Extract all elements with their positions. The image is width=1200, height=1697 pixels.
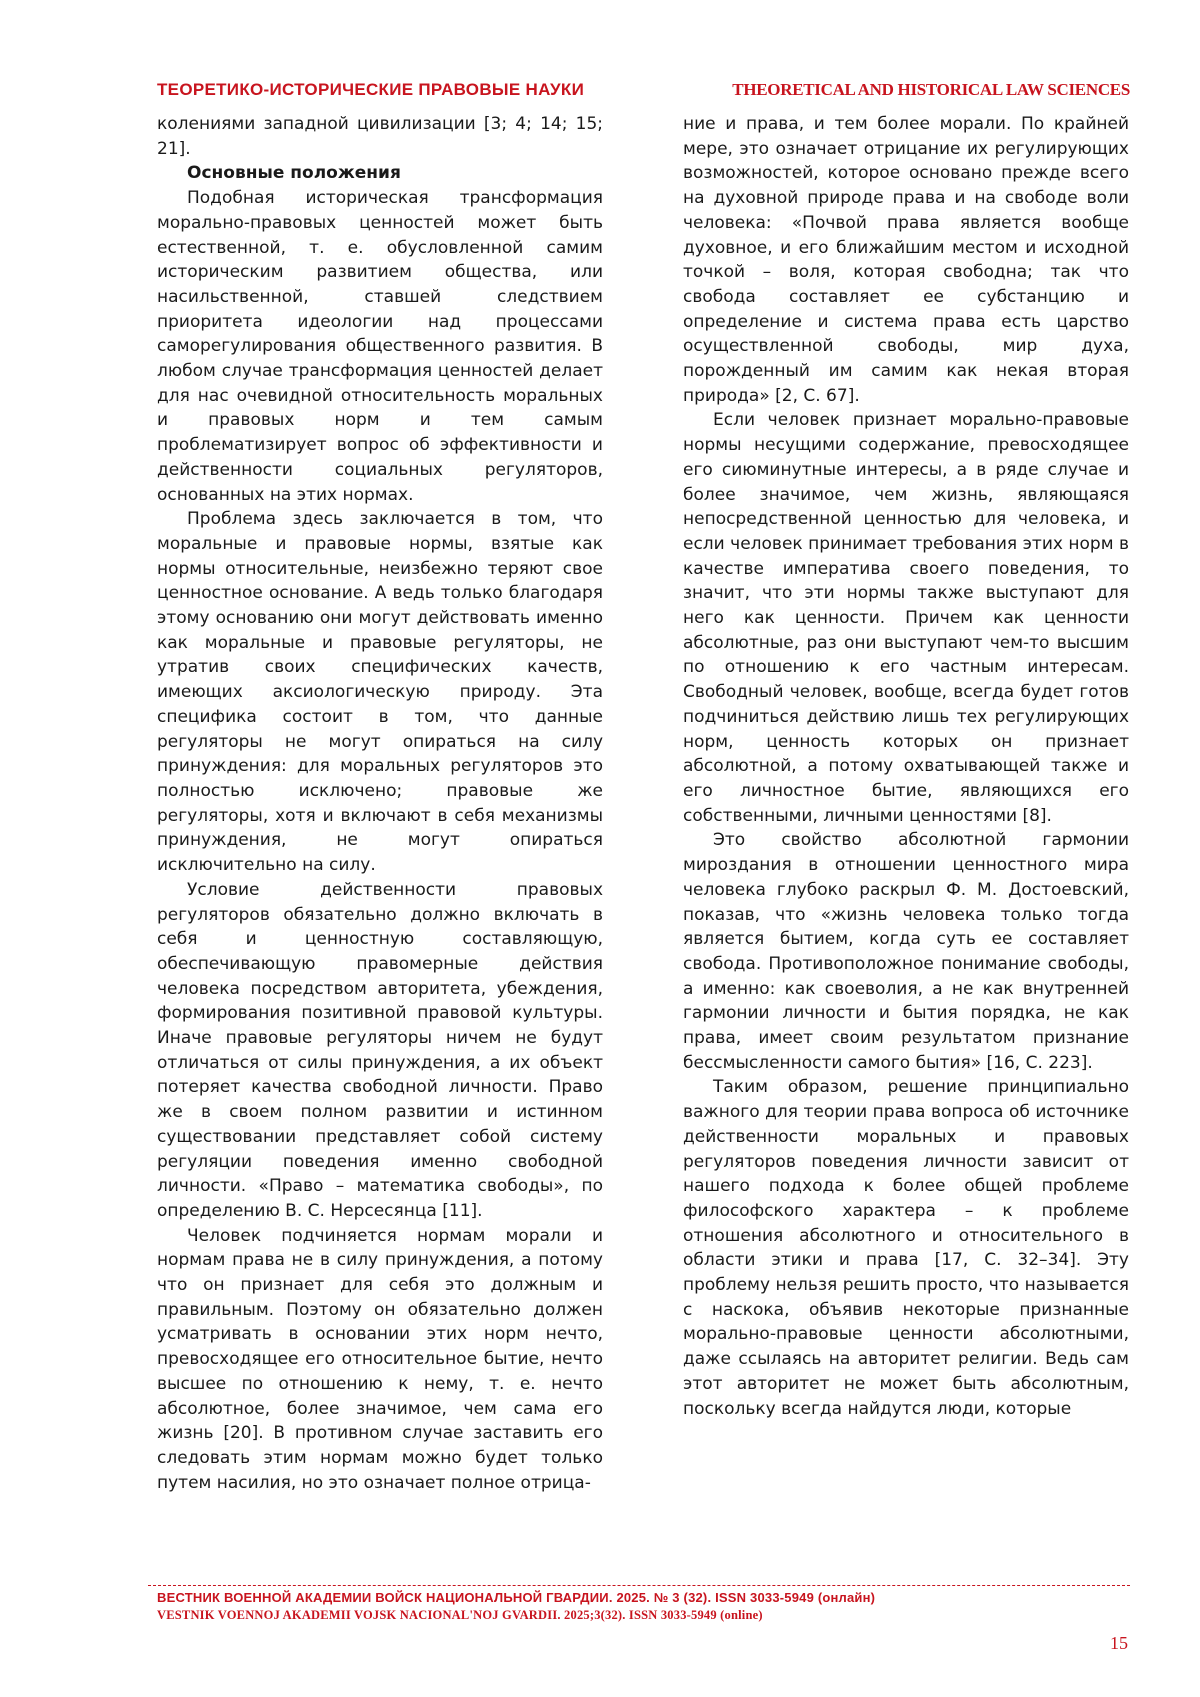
left-column (157, 112, 603, 1495)
paragraph: Это свойство абсолютной гармонии мироздания в отношении ценностного мира человека глубоко раскрыл Ф. М. Достоевский, показав, что «жизнь человека только тогда является бытием, когда суть ее составляет свобода. Противоположное понимание свободы, а именно: как своеволия, а не как внутренней гармонии личности и бытия порядка, не как права, имеет своим результатом признание бессмысленности самого бытия» [16, С. 223]. (683, 830, 1129, 1073)
right-column (683, 112, 1129, 1421)
paragraph: Проблема здесь заключается в том, что моральные и правовые нормы, взятые как нормы относительные, неизбежно теряют свое ценностное основание. А ведь только благодаря этому основанию они могут действовать именно как моральные и правовые регуляторы, не утратив своих специфических качеств, имеющих аксиологическую природу. Эта специфика состоит в том, что данные регуляторы не могут опираться на силу принуждения: для моральных регуляторов это полностью исключено; правовые же регуляторы, хотя и включают в себя механизмы принуждения, не могут опираться исключительно на силу. (157, 509, 603, 876)
footer-divider (148, 1585, 1130, 1586)
paragraph: Подобная историческая трансформация морально-правовых ценностей может быть естественной, т. е. обусловленной самим историческим развитием общества, или насильственной, ставшей следствием приоритета идеологии над процессами саморегулирования общественного развития. В любом случае трансформация ценностей делает для нас очевидной относительность моральных и правовых норм и тем самым проблематизирует вопрос об эффективности и действенности социальных регуляторов, основанных на этих нормах. (157, 188, 603, 505)
section-title-en: THEORETICAL AND HISTORICAL LAW SCIENCES (732, 80, 1130, 99)
paragraph: колениями западной цивилизации [3; 4; 14; 15; 21]. (157, 114, 603, 159)
paragraph: Таким образом, решение принципиально важного для теории права вопроса об источнике действенности моральных и правовых регуляторов поведения личности зависит от нашего подхода к более общей проблеме философского характера – к проблеме отношения абсолютного и относительного в области этики и права [17, С. 32–34]. Эту проблему нельзя решить просто, что называется с наскока, объявив некоторые признанные морально-правовые ценности абсолютными, даже ссылаясь на авторитет религии. Ведь сам этот авторитет не может быть абсолютным, поскольку всегда найдутся люди, которые (683, 1077, 1129, 1419)
paragraph: Если человек признает морально-правовые нормы несущими содержание, превосходящее его сиюминутные интересы, а в ряде случае и более значимое, чем жизнь, являющаяся непосредственной ценностью для человека, и если человек принимает требования этих норм в качестве императива своего поведения, то значит, что эти нормы также выступают для него как ценности. Причем как ценности абсолютные, раз они выступают чем-то высшим по отношению к его частным интересам. Свободный человек, вообще, всегда будет готов подчиниться действию лишь тех регулирующих норм, ценность которых он признает абсолютной, а потому охватывающей также и его личностное бытие, являющихся его собственными, личными ценностями [8]. (683, 410, 1129, 826)
paragraph: Человек подчиняется нормам морали и нормам права не в силу принуждения, а потому что он признает для себя это должным и правильным. Поэтому он обязательно должен усматривать в основании этих норм нечто, превосходящее его относительное бытие, нечто высшее по отношению к нему, т. е. нечто абсолютное, более значимое, чем сама его жизнь [20]. В противном случае заставить его следовать этим нормам можно будет только путем насилия, но это означает полное отрица- (157, 1225, 603, 1493)
paragraph: ние и права, и тем более морали. По крайней мере, это означает отрицание их регулирующих возможностей, которое основано прежде всего на духовной природе права и на свободе воли человека: «Почвой права является вообще духовное, и его ближайшим местом и исходной точкой – воля, которая свободна; так что свобода составляет ее субстанцию и определение и система права есть царство осуществленной свободы, мир духа, порожденный им самим как некая вторая природа» [2, С. 67]. (683, 114, 1129, 406)
journal-citation-en: VESTNIK VOENNOJ AKADEMII VOJSK NACIONAL'NOJ GVARDII. 2025;3(32). ISSN 3033-5949 (online) (157, 1608, 763, 1622)
paragraph: Условие действенности правовых регуляторов обязательно должно включать в себя и ценностную составляющую, обеспечивающую правомерные действия человека посредством авторитета, убеждения, формирования позитивной правовой культуры. Иначе правовые регуляторы ничем не будут отличаться от силы принуждения, а их объект потеряет качества свободной личности. Право же в своем полном развитии и истинном существовании представляет собой систему регуляции поведения именно свободной личности. «Право – математика свободы», по определению В. С. Нерсесянца [11]. (157, 879, 603, 1221)
journal-citation-ru: ВЕСТНИК ВОЕННОЙ АКАДЕМИИ ВОЙСК НАЦИОНАЛЬНОЙ ГВАРДИИ. 2025. № 3 (32). ISSN 3033-5949 (онлайн) (157, 1590, 876, 1605)
section-title-ru: ТЕОРЕТИКО-ИСТОРИЧЕСКИЕ ПРАВОВЫЕ НАУКИ (157, 80, 585, 99)
section-heading: Основные положения (187, 163, 401, 184)
page-number: 15 (1110, 1633, 1128, 1653)
